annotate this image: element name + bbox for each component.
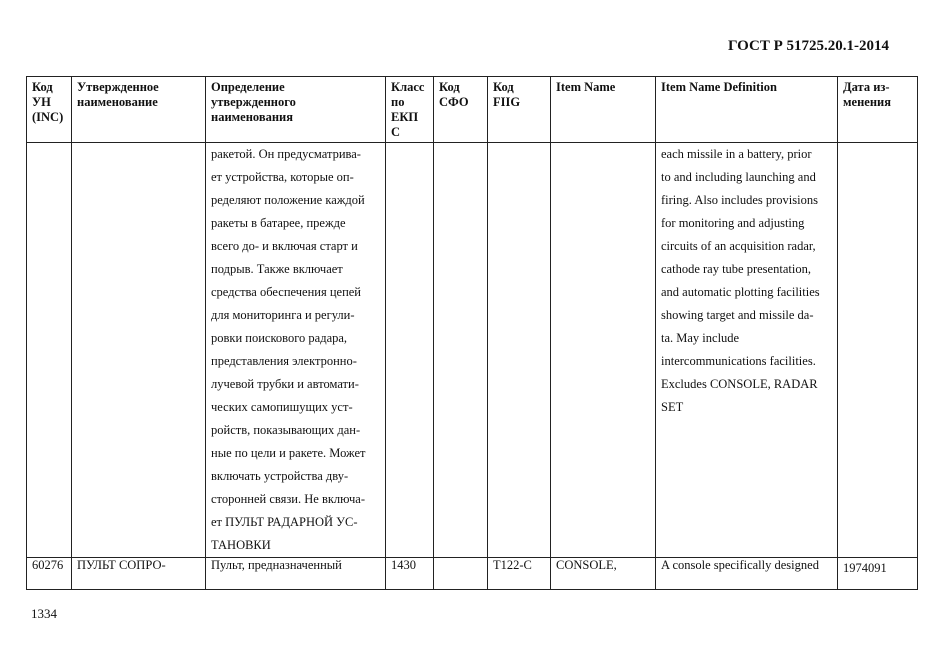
text-line: each missile in a battery, prior xyxy=(661,147,812,161)
text-line: включать устройства дву- xyxy=(211,469,349,483)
cell-inc: 60276 xyxy=(27,558,72,590)
cell-date: 1974091 xyxy=(838,558,918,590)
column-header-inc: Код УН (INC) xyxy=(27,77,72,143)
text-line: лучевой трубки и автомати- xyxy=(211,377,359,391)
text-line: ределяют положение каждой xyxy=(211,193,365,207)
text-line: intercommunications facilities. xyxy=(661,354,816,368)
text-line: ракетой. Он предусматрива- xyxy=(211,147,361,161)
cell-approved-name xyxy=(72,143,206,558)
cell-inc xyxy=(27,143,72,558)
text-line: ческих самопишущих уст- xyxy=(211,400,353,414)
cell-item-name xyxy=(551,143,656,558)
text-line: ет устройства, которые оп- xyxy=(211,170,354,184)
cell-class: 1430 xyxy=(386,558,434,590)
text-line: circuits of an acquisition radar, xyxy=(661,239,816,253)
cell-fiig xyxy=(488,143,551,558)
text-line: средства обеспечения цепей xyxy=(211,285,361,299)
text-line: ракеты в батарее, прежде xyxy=(211,216,346,230)
cell-sfo xyxy=(434,143,488,558)
text-line: for monitoring and adjusting xyxy=(661,216,805,230)
continuation-row xyxy=(27,143,918,558)
text-line: сторонней связи. Не включа- xyxy=(211,492,366,506)
text-line: ТАНОВКИ xyxy=(211,538,271,552)
cell-class xyxy=(386,143,434,558)
text-line: cathode ray tube presentation, xyxy=(661,262,811,276)
column-header-date: Дата из- менения xyxy=(838,77,918,143)
column-header-class: Класс по ЕКП С xyxy=(386,77,434,143)
table-row xyxy=(27,558,918,590)
text-line: ровки поискового радара, xyxy=(211,331,348,345)
text-line: подрыв. Также включает xyxy=(211,262,343,276)
text-line: firing. Also includes provisions xyxy=(661,193,818,207)
document-code: ГОСТ Р 51725.20.1-2014 xyxy=(727,38,889,54)
column-header-definition: Определение утвержденного наименования xyxy=(206,77,386,143)
column-header-approved-name: Утвержденное наименование xyxy=(72,77,206,143)
text-line: для мониторинга и регули- xyxy=(211,308,355,322)
text-line: всего до- и включая старт и xyxy=(211,239,358,253)
text-line: to and including launching and xyxy=(661,170,816,184)
text-line: представления электронно- xyxy=(211,354,357,368)
cell-item-definition-en xyxy=(656,143,838,558)
cell-fiig: T122-C xyxy=(488,558,551,590)
text-line: Excludes CONSOLE, RADAR xyxy=(661,377,818,391)
cell-item-name: CONSOLE, xyxy=(551,558,656,590)
text-line: ные по цели и ракете. Может xyxy=(211,446,366,460)
text-line: and automatic plotting facilities xyxy=(661,285,820,299)
column-header-fiig: Код FIIG xyxy=(488,77,551,143)
text-line: showing target and missile da- xyxy=(661,308,814,322)
text-line: ройств, показывающих дан- xyxy=(211,423,361,437)
cell-date xyxy=(838,143,918,558)
text-line: ет ПУЛЬТ РАДАРНОЙ УС- xyxy=(211,515,358,529)
text-line: ta. May include xyxy=(661,331,740,345)
cell-definition-ru: Пульт, предназначенный xyxy=(206,558,386,590)
header-row xyxy=(27,77,918,143)
cell-item-definition-en: A console specifically designed xyxy=(656,558,838,590)
column-header-item-definition: Item Name Definition xyxy=(656,77,838,143)
column-header-sfo: Код СФО xyxy=(434,77,488,143)
cell-definition-ru xyxy=(206,143,386,558)
text-line: SET xyxy=(661,400,684,414)
column-header-item-name: Item Name xyxy=(551,77,656,143)
catalog-table xyxy=(26,76,918,590)
page-number: 1334 xyxy=(31,606,57,621)
cell-approved-name: ПУЛЬТ СОПРО- xyxy=(72,558,206,590)
cell-sfo xyxy=(434,558,488,590)
